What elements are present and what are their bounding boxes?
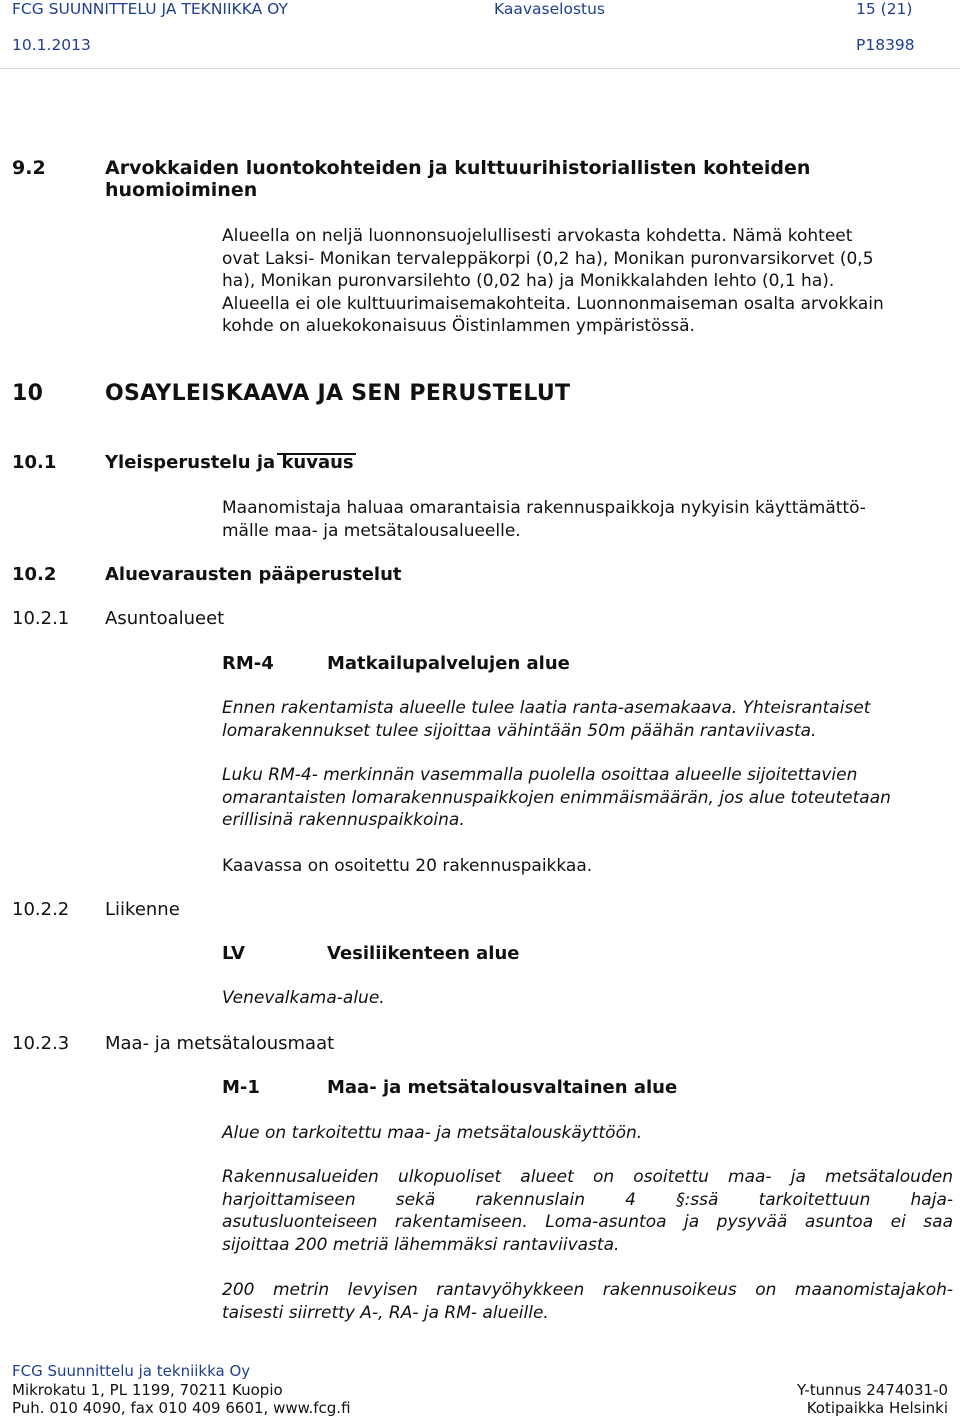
rm4-paragraph-2 <box>222 764 953 832</box>
m1-paragraph-2 <box>222 1166 953 1256</box>
section-10-1-title-part <box>281 452 353 473</box>
zoning-code-m1: M-1 <box>222 1077 260 1098</box>
paragraph-line: Maanomistaja haluaa omarantaisia rakennuspaikkoja nykyisin käyttämättö- <box>222 498 866 518</box>
paragraph-line: Alueella ei ole kulttuurimaisemakohteita. Luonnonmaiseman osalta arvokkain <box>222 293 884 314</box>
section-9-2-paragraph <box>222 225 953 338</box>
header-project: P18398 <box>856 36 915 54</box>
zoning-code-rm4: RM-4 <box>222 653 274 674</box>
zoning-title-lv: Vesiliikenteen alue <box>327 943 520 964</box>
paragraph-line: erillisinä rakennuspaikkoina. <box>222 810 465 830</box>
footer-contact: Puh. 010 4090, fax 010 409 6601, www.fcg.fi <box>12 1399 351 1417</box>
section-10-1-title-part: Yleisperustelu ja <box>105 452 282 473</box>
paragraph-line: Rakennusalueiden ulkopuoliset alueet on osoitettu maa- ja metsätalouden <box>222 1167 953 1187</box>
paragraph-line: asutusluonteiseen rakentamiseen. Loma-asuntoa ja pysyvää asuntoa ei saa <box>222 1212 953 1232</box>
section-10-2-number: 10.2 <box>12 564 57 585</box>
paragraph-line: taisesti siirretty A-, RA- ja RM- alueille. <box>222 1302 549 1323</box>
paragraph-line: Alueella on neljä luonnonsuojelullisesti arvokasta kohdetta. Nämä kohteet <box>222 226 853 246</box>
section-10-2-3-title: Maa- ja metsätalousmaat <box>105 1033 335 1054</box>
paragraph-line: Alue on tarkoitettu maa- ja metsätalouskäyttöön. <box>222 1123 643 1143</box>
section-10-2-1-title: Asuntoalueet <box>105 608 225 629</box>
rm4-paragraph-3 <box>222 855 953 878</box>
section-9-2-title-line2: huomioiminen <box>105 179 258 201</box>
strike-mark <box>277 453 355 455</box>
section-10-2-2-number: 10.2.2 <box>12 899 70 920</box>
section-10-title: OSAYLEISKAAVA JA SEN PERUSTELUT <box>105 381 571 406</box>
paragraph-line: 200 metrin levyisen rantavyöhykkeen rakennusoikeus on maanomistajakoh- <box>222 1280 953 1300</box>
zoning-code-lv: LV <box>222 943 245 964</box>
section-10-1-title <box>105 452 354 473</box>
section-10-2-3-number: 10.2.3 <box>12 1033 70 1054</box>
section-10-1-number: 10.1 <box>12 452 57 473</box>
section-10-2-2-title: Liikenne <box>105 899 180 920</box>
header-doc-type: Kaavaselostus <box>494 0 606 18</box>
paragraph-line: ha), Monikan puronvarsilehto (0,02 ha) ja Monikkalahden lehto (0,1 ha). <box>222 271 835 291</box>
paragraph-line: mälle maa- ja metsätalousalueelle. <box>222 520 521 541</box>
section-10-1-title-word: kuvaus <box>281 452 354 473</box>
section-10-number: 10 <box>12 381 44 406</box>
section-10-2-1-number: 10.2.1 <box>12 608 70 629</box>
section-10-2-title: Aluevarausten pääperustelut <box>105 564 402 585</box>
zoning-title-rm4: Matkailupalvelujen alue <box>327 653 570 674</box>
paragraph-line: ovat Laksi- Monikan tervaleppäkorpi (0,2 ha), Monikan puronvarsikorvet (0,5 <box>222 248 874 269</box>
lv-paragraph <box>222 987 953 1010</box>
footer-business-id: Y-tunnus 2474031-0 <box>796 1381 948 1399</box>
m1-paragraph-1 <box>222 1122 953 1145</box>
footer-domicile: Kotipaikka Helsinki <box>806 1399 948 1417</box>
footer-company: FCG Suunnittelu ja tekniikka Oy <box>12 1362 251 1380</box>
paragraph-line: Luku RM-4- merkinnän vasemmalla puolella osoittaa alueelle sijoitettavien <box>222 765 858 785</box>
paragraph-line: Venevalkama-alue. <box>222 988 385 1008</box>
header-date: 10.1.2013 <box>12 36 91 54</box>
header-company: FCG SUUNNITTELU JA TEKNIIKKA OY <box>12 0 288 18</box>
paragraph-line: Ennen rakentamista alueelle tulee laatia ranta-asemakaava. Yhteisrantaiset <box>222 698 871 718</box>
paragraph-line: harjoittamiseen sekä rakennuslain 4 §:ssä tarkoitettuun haja- <box>222 1189 953 1210</box>
header-page: 15 (21) <box>856 0 913 18</box>
footer-address: Mikrokatu 1, PL 1199, 70211 Kuopio <box>12 1381 283 1399</box>
paragraph-line: Kaavassa on osoitettu 20 rakennuspaikkaa. <box>222 856 593 876</box>
section-9-2-number: 9.2 <box>12 157 46 179</box>
section-9-2-title-line1: Arvokkaiden luontokohteiden ja kulttuurihistoriallisten kohteiden <box>105 157 811 179</box>
paragraph-line: sijoittaa 200 metriä lähemmäksi rantaviivasta. <box>222 1234 620 1255</box>
section-10-1-paragraph <box>222 497 953 542</box>
m1-paragraph-3 <box>222 1279 953 1324</box>
zoning-title-m1: Maa- ja metsätalousvaltainen alue <box>327 1077 678 1098</box>
rm4-paragraph-1 <box>222 697 953 742</box>
header-divider <box>0 68 960 69</box>
section-10-1-title-kuvaus <box>281 452 353 473</box>
paragraph-line: lomarakennukset tulee sijoittaa vähintään 50m päähän rantaviivasta. <box>222 720 817 741</box>
paragraph-line: omarantaisten lomarakennuspaikkojen enimmäismäärän, jos alue toteutetaan <box>222 787 891 808</box>
paragraph-line: kohde on aluekokonaisuus Öistinlammen ympäristössä. <box>222 316 695 336</box>
